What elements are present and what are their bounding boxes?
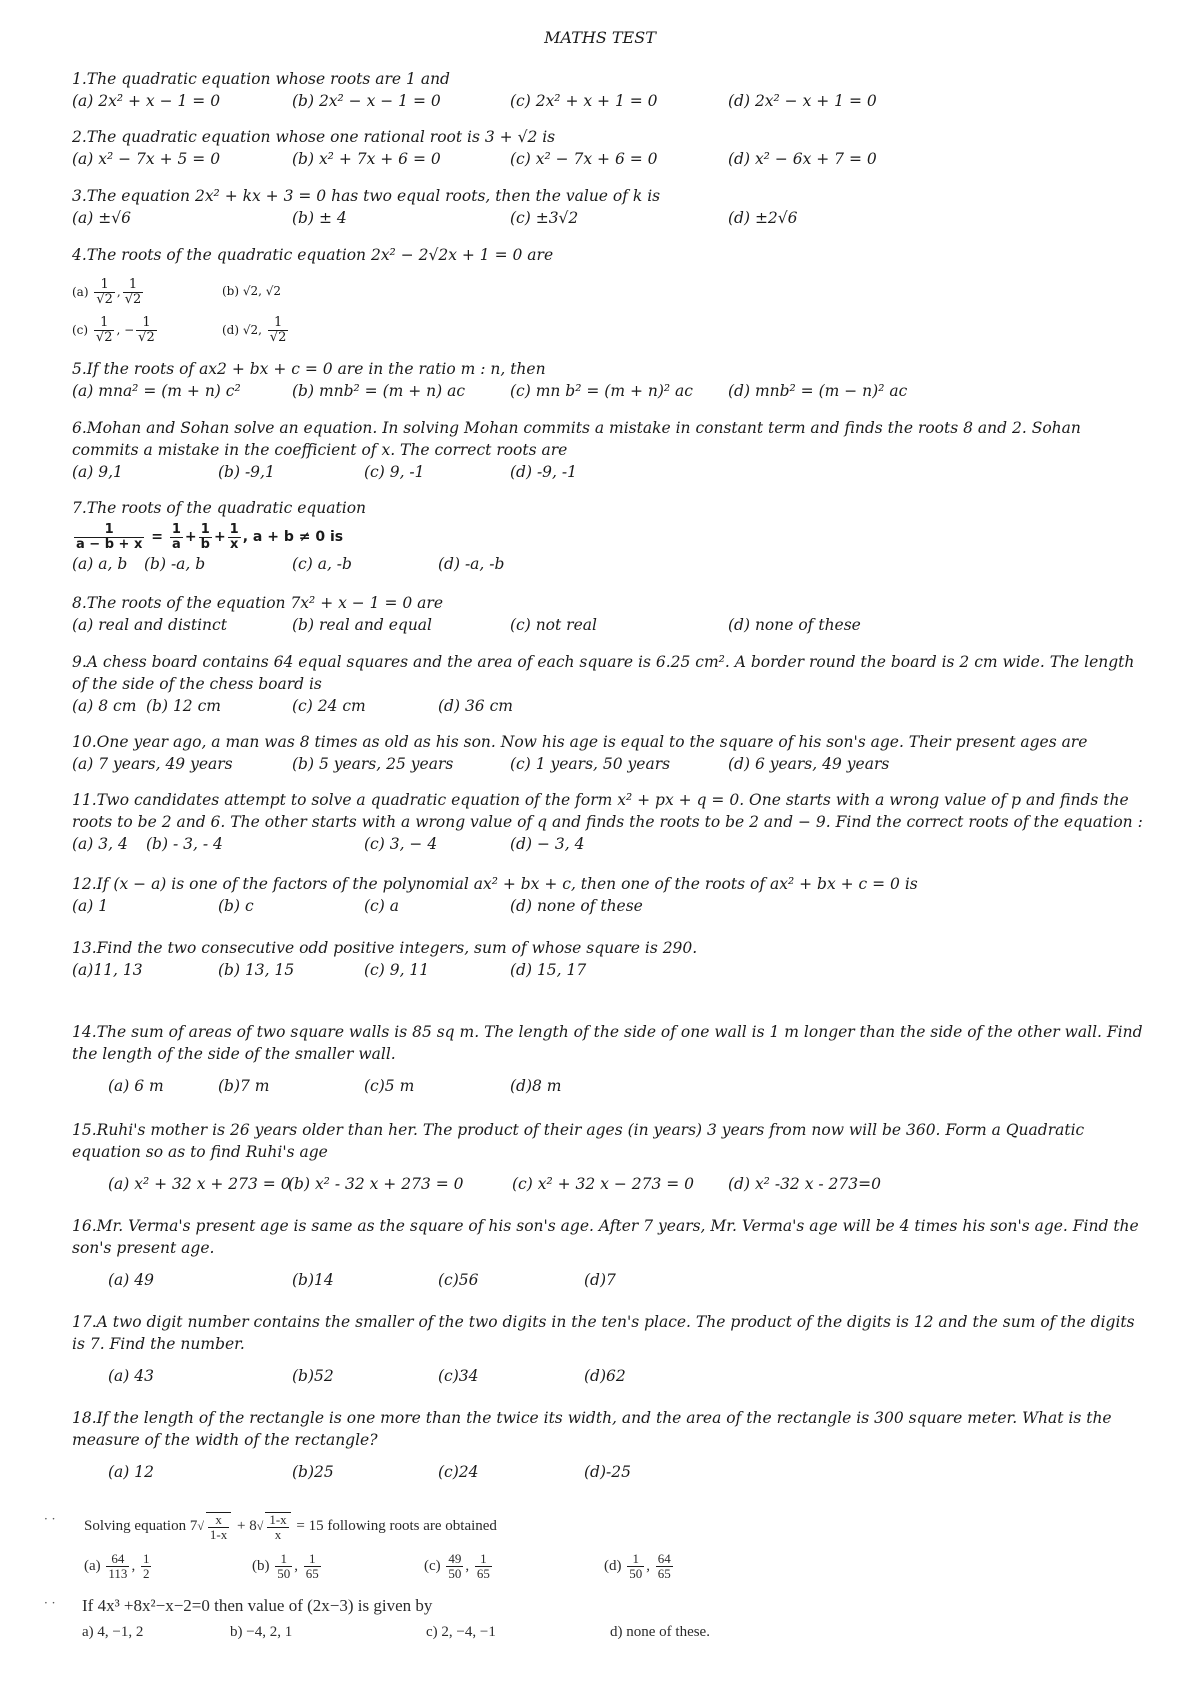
option-a: (a) 6 m xyxy=(108,1077,164,1095)
option-a: (a) 7 years, 49 years xyxy=(72,755,233,773)
question-stem: 13.Find the two consecutive odd positive integers, sum of whose square is 290. xyxy=(72,939,698,957)
question-1 xyxy=(72,68,1152,112)
option-a: (a) xyxy=(84,1557,101,1574)
question-stem: 12.If (x − a) is one of the factors of the polynomial ax² + bx + c, then one of the roots of ax² + bx + c = 0 is xyxy=(72,875,918,893)
option-b: (b) x² - 32 x + 273 = 0 xyxy=(288,1175,464,1193)
option-b: (b) real and equal xyxy=(292,616,432,634)
question-17 xyxy=(72,1311,1152,1395)
option-c: (c) 9, 11 xyxy=(364,961,430,979)
option-d: (d)62 xyxy=(584,1367,626,1385)
option-c: (c) x² + 32 x − 273 = 0 xyxy=(512,1175,695,1193)
question-5 xyxy=(72,358,1152,402)
option-c: (c)24 xyxy=(438,1463,479,1481)
option-c: (c) ±3√2 xyxy=(510,209,579,227)
option-b: (b) xyxy=(252,1557,270,1574)
option-d: (d) none of these xyxy=(728,616,861,634)
option-d: (d) xyxy=(604,1557,622,1574)
option-c: (c) not real xyxy=(510,616,597,634)
bullet-mark: · · xyxy=(44,1512,56,1526)
option-c: (c) xyxy=(424,1557,441,1574)
scanned-question-2 xyxy=(72,1592,1152,1648)
option-b: (b)52 xyxy=(292,1367,334,1385)
question-16 xyxy=(72,1215,1152,1299)
option-d: (d)-25 xyxy=(584,1463,631,1481)
question-stem: 2.The quadratic equation whose one rational root is 3 + √2 is xyxy=(72,128,556,146)
fraction: $\frac{1}{√2}$ xyxy=(269,315,287,345)
option-b: (b) c xyxy=(218,897,254,915)
question-14 xyxy=(72,1021,1152,1105)
option-d: (d) x² -32 x - 273=0 xyxy=(728,1175,881,1193)
question-8 xyxy=(72,592,1152,636)
fraction: $\frac{1}{√2}$ xyxy=(95,315,113,345)
question-12 xyxy=(72,873,1152,917)
question-15 xyxy=(72,1119,1152,1203)
option-b: (b)7 m xyxy=(218,1077,270,1095)
option-d: (d) 6 years, 49 years xyxy=(728,755,890,773)
option-d: (d) 2x² − x + 1 = 0 xyxy=(728,92,877,110)
option-d: (d) mnb² = (m − n)² ac xyxy=(728,382,908,400)
question-11 xyxy=(72,789,1152,855)
equation: $\frac{1}{a - b + x}$ = $\frac{1}{a}$ + $\frac{1}{b}$ + $\frac{1}{x}$ , a + b ≠ 0 is xyxy=(76,521,344,552)
option-d: (d) none of these xyxy=(510,897,643,915)
option-c: (c) xyxy=(72,323,89,337)
question-stem: 3.The equation 2x² + kx + 3 = 0 has two equal roots, then the value of k is xyxy=(72,187,661,205)
option-c: (c)34 xyxy=(438,1367,479,1385)
question-stem: 5.If the roots of ax2 + bx + c = 0 are in the ratio m : n, then xyxy=(72,360,546,378)
option-d: d) none of these. xyxy=(610,1624,710,1640)
question-stem: 11.Two candidates attempt to solve a quadratic equation of the form x² + px + q = 0. One starts with a wrong value of p and finds the roots to be 2 and 6. The other starts with a wrong value of q and finds the roots to be 2 and − 9. Find the correct roots of the equation : xyxy=(72,791,1143,831)
question-stem: 14.The sum of areas of two square walls is 85 sq m. The length of the side of one wall is 1 m longer than the side of the other wall. Find the length of the side of the smaller wall. xyxy=(72,1023,1143,1063)
question-2 xyxy=(72,126,1152,170)
question-stem: 10.One year ago, a man was 8 times as old as his son. Now his age is equal to the square of his son's age. Their present ages are xyxy=(72,733,1088,751)
option-c: (c) 3, − 4 xyxy=(364,835,438,853)
option-b: (b) 5 years, 25 years xyxy=(292,755,454,773)
question-stem: 7.The roots of the quadratic equation xyxy=(72,499,367,517)
question-7 xyxy=(72,497,1152,575)
option-d: (d) √2, xyxy=(222,323,262,337)
question-stem: If 4x³ +8x²−x−2=0 then value of (2x−3) is given by xyxy=(82,1596,433,1615)
option-b: b) −4, 2, 1 xyxy=(230,1624,293,1640)
option-a: (a) ±√6 xyxy=(72,209,131,227)
question-13 xyxy=(72,937,1152,981)
option-d: (d) -9, -1 xyxy=(510,463,577,481)
question-6 xyxy=(72,417,1152,483)
option-c: (c) a, -b xyxy=(292,555,352,573)
option-d: (d)8 m xyxy=(510,1077,562,1095)
question-stem: Solving equation 7 xyxy=(84,1518,198,1534)
option-b: (b)25 xyxy=(292,1463,334,1481)
option-b: (b) ± 4 xyxy=(292,209,347,227)
option-c: c) 2, −4, −1 xyxy=(426,1624,496,1640)
option-b: (b) 2x² − x − 1 = 0 xyxy=(292,92,441,110)
question-stem: 8.The roots of the equation 7x² + x − 1 = 0 are xyxy=(72,594,444,612)
question-stem: 1.The quadratic equation whose roots are 1 and xyxy=(72,70,450,88)
option-c: (c) 2x² + x + 1 = 0 xyxy=(510,92,658,110)
option-a: (a) 43 xyxy=(108,1367,154,1385)
option-a: (a) 8 cm xyxy=(72,697,137,715)
option-c: (c) 1 years, 50 years xyxy=(510,755,671,773)
option-d: (d) x² − 6x + 7 = 0 xyxy=(728,150,877,168)
option-a: (a) x² − 7x + 5 = 0 xyxy=(72,150,221,168)
option-d: (d)7 xyxy=(584,1271,616,1289)
equation-tail: , a + b ≠ 0 is xyxy=(242,529,344,545)
fraction: $\frac{1}{√2}$ xyxy=(96,277,113,307)
option-a: (a) 3, 4 xyxy=(72,835,128,853)
question-stem: 15.Ruhi's mother is 26 years older than her. The product of their ages (in years) 3 years from now will be 360. Form a Quadratic equation so as to find Ruhi's age xyxy=(72,1121,1085,1161)
question-9 xyxy=(72,651,1152,717)
option-b: (b) 13, 15 xyxy=(218,961,295,979)
option-c: (c)56 xyxy=(438,1271,479,1289)
question-10 xyxy=(72,731,1152,775)
question-4: 4.The roots of the quadratic equation 2x² − 2√2x + 1 = 0 are (a) $\frac{1}{√2}$ , $\frac{1}{√2}$ (b) √2, √2 (c) $\frac{1}{√2}$ , − $\frac{1}{√2}$ (d) √2, $\frac{1}{√2}$ xyxy=(72,244,1152,348)
option-b: (b) -a, b xyxy=(144,555,206,573)
option-d: (d) -a, -b xyxy=(438,555,505,573)
option-c: (c) x² − 7x + 6 = 0 xyxy=(510,150,658,168)
question-stem: 18.If the length of the rectangle is one more than the twice its width, and the area of the rectangle is 300 square meter. What is the measure of the width of the rectangle? xyxy=(72,1409,1112,1449)
option-d: (d) − 3, 4 xyxy=(510,835,585,853)
option-b: (b) 12 cm xyxy=(146,697,221,715)
option-b: (b) - 3, - 4 xyxy=(146,835,223,853)
option-a: (a) real and distinct xyxy=(72,616,227,634)
option-d: (d) 15, 17 xyxy=(510,961,587,979)
option-b: (b) √2, √2 xyxy=(222,284,282,298)
option-a: (a) xyxy=(72,285,89,299)
question-stem: 16.Mr. Verma's present age is same as the square of his son's age. After 7 years, Mr. Verma's age will be 4 times his son's age. Find the son's present age. xyxy=(72,1217,1139,1257)
option-c: (c) 24 cm xyxy=(292,697,366,715)
question-stem: 17.A two digit number contains the smaller of the two digits in the ten's place. The product of the digits is 12 and the sum of the digits is 7. Find the number. xyxy=(72,1313,1135,1353)
option-a: (a) 12 xyxy=(108,1463,154,1481)
bullet-mark: · · xyxy=(44,1596,56,1610)
page-title: MATHS TEST xyxy=(544,28,656,47)
question-3 xyxy=(72,185,1152,229)
fraction: $\frac{1}{√2}$ xyxy=(138,315,155,345)
option-a: (a) a, b xyxy=(72,555,128,573)
option-c: (c) a xyxy=(364,897,399,915)
option-b: (b) -9,1 xyxy=(218,463,275,481)
option-a: (a) x² + 32 x + 273 = 0 xyxy=(108,1175,291,1193)
option-a: (a) 2x² + x − 1 = 0 xyxy=(72,92,221,110)
option-a: (a) 1 xyxy=(72,897,109,915)
option-d: (d) 36 cm xyxy=(438,697,513,715)
option-a: (a) 9,1 xyxy=(72,463,123,481)
question-18 xyxy=(72,1407,1152,1491)
option-b: (b)14 xyxy=(292,1271,334,1289)
option-c: (c) mn b² = (m + n)² ac xyxy=(510,382,693,400)
option-a: (a) mna² = (m + n) c² xyxy=(72,382,241,400)
option-b: (b) x² + 7x + 6 = 0 xyxy=(292,150,441,168)
option-a: (a)11, 13 xyxy=(72,961,143,979)
question-stem: 6.Mohan and Sohan solve an equation. In solving Mohan commits a mistake in constant term and finds the roots 8 and 2. Sohan commits a mistake in the coefficient of x. The correct roots are xyxy=(72,419,1081,459)
scanned-question-1: Solving equation 7√ $\frac{x}{1-x}$ + 8√ $\frac{1-x}{x}$ = 15 following roots are obtained (a) $\frac{64}{113}$ , $\frac{1}{2}$ (b) $\frac{1}{50}$ , $\frac{1}{65}$ (c) $\frac{49}{50}$ , $\frac{1}{65}$ (d) $\frac{1}{50}$ , $\frac{64}{65}$ xyxy=(72,1506,1152,1588)
option-c: (c) 9, -1 xyxy=(364,463,425,481)
option-c: (c)5 m xyxy=(364,1077,415,1095)
fraction: $\frac{1}{√2}$ xyxy=(124,277,142,307)
option-d: (d) ±2√6 xyxy=(728,209,798,227)
question-stem: 4.The roots of the quadratic equation 2x² − 2√2x + 1 = 0 are xyxy=(72,246,554,264)
option-a: a) 4, −1, 2 xyxy=(82,1624,144,1640)
option-b: (b) mnb² = (m + n) ac xyxy=(292,382,466,400)
option-a: (a) 49 xyxy=(108,1271,154,1289)
question-stem: 9.A chess board contains 64 equal squares and the area of each square is 6.25 cm². A border round the board is 2 cm wide. The length of the side of the chess board is xyxy=(72,653,1135,693)
